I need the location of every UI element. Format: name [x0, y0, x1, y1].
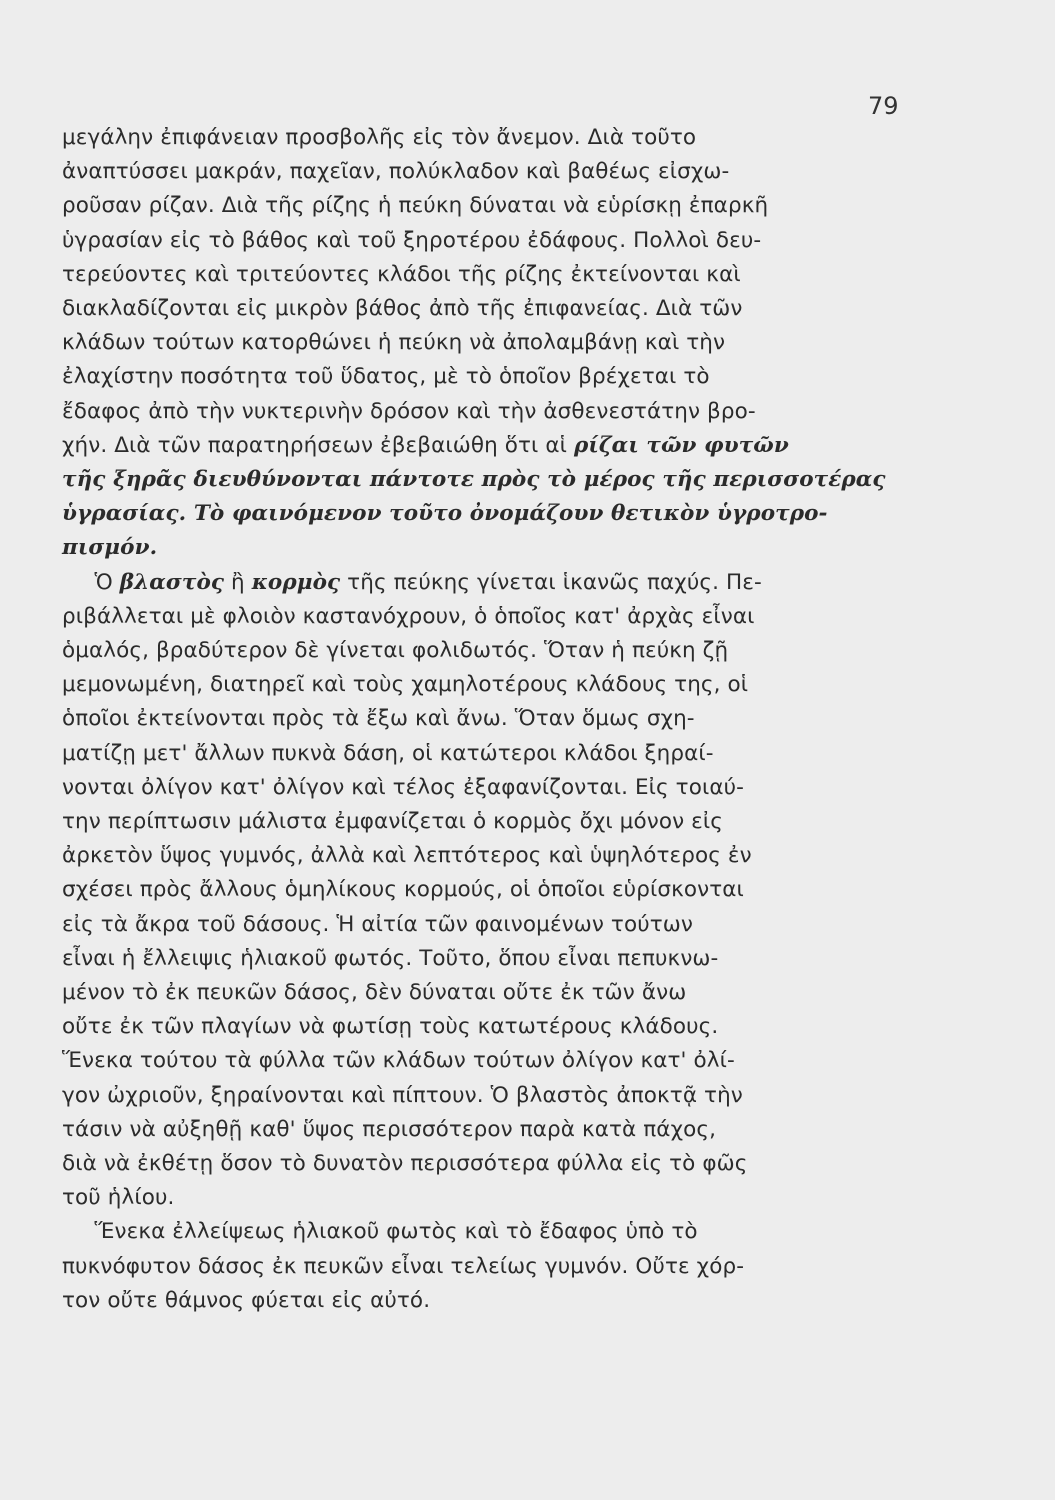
text-line [62, 124, 696, 152]
text-segment: τοῦ ἡλίου. [62, 1185, 175, 1211]
text-line [62, 808, 723, 836]
text-segment: ὑγρασίαν εἰς τὸ βάθος καὶ τοῦ ξηροτέρου ἐδάφους. Πολλοὶ δευ- [62, 227, 762, 253]
text-line [62, 1253, 744, 1281]
text-segment: εἶναι ἡ ἔλλειψις ἡλιακοῦ φωτός. Τοῦτο, ὅπου εἶναι πεπυκνω- [62, 945, 719, 971]
text-segment: διὰ νὰ ἐκθέτῃ ὅσον τὸ δυνατὸν περισσότερα φύλλα εἰς τὸ φῶς [62, 1151, 748, 1176]
text-segment: εἰς τὰ ἄκρα τοῦ δάσους. Ἡ αἰτία τῶν φαινομένων τούτων [62, 911, 694, 937]
text-line [62, 329, 725, 357]
text-segment: τερεύοντες καὶ τριτεύοντες κλάδοι τῆς ρίζης ἐκτείνονται καὶ [62, 261, 741, 287]
text-segment: ροῦσαν ρίζαν. Διὰ τῆς ρίζης ἡ πεύκη δύναται νὰ εὑρίσκῃ ἐπαρκῆ [62, 193, 769, 219]
text-segment: χήν. Διὰ τῶν παρατηρήσεων ἐβεβαιώθη ὅτι αἱ [62, 432, 574, 458]
text-segment: ἐλαχίστην ποσότητα τοῦ ὕδατος, μὲ τὸ ὁποῖον βρέχεται τὸ [62, 364, 710, 390]
text-line [62, 945, 718, 973]
text-line [62, 740, 714, 768]
text-line [62, 1184, 174, 1212]
text-segment: τάσιν νὰ αὐξηθῇ καθ' ὕψος περισσότερον παρὰ κατὰ πάχος, [62, 1116, 717, 1142]
text-segment: ἀναπτύσσει μακράν, παχεῖαν, πολύκλαδον καὶ βαθέως εἰσχω- [62, 159, 730, 185]
text-segment: διακλαδίζονται εἰς μικρὸν βάθος ἀπὸ τῆς ἐπιφανείας. Διὰ τῶν [62, 296, 743, 321]
text-line [62, 158, 729, 186]
text-segment: Ὁ [62, 569, 120, 595]
text-segment: μεγάλην ἐπιφάνειαν προσβολῆς εἰς τὸν ἄνεμον. Διὰ τοῦτο [62, 125, 697, 150]
text-segment: οὔτε ἐκ τῶν πλαγίων νὰ φωτίσῃ τοὺς κατωτέρους κλάδους. [62, 1014, 719, 1040]
text-segment: μεμονωμένη, διατηρεῖ καὶ τοὺς χαμηλοτέρους κλάδους της, οἱ [62, 672, 749, 698]
text-segment: Ἕνεκα ἐλλείψεως ἡλιακοῦ φωτὸς καὶ τὸ ἔδαφος ὑπὸ τὸ [62, 1219, 698, 1245]
text-segment: μένον τὸ ἐκ πευκῶν δάσος, δὲν δύναται οὔτε ἐκ τῶν ἄνω [62, 980, 687, 1005]
text-segment: ὁμαλός, βραδύτερον δὲ γίνεται φολιδωτός. Ὅταν ἡ πεύκη ζῇ [62, 638, 729, 663]
text-segment: νονται ὀλίγον κατ' ὀλίγον καὶ τέλος ἐξαφανίζονται. Εἰς τοιαύ- [62, 774, 745, 800]
text-segment: ματίζῃ μετ' ἄλλων πυκνὰ δάση, οἱ κατώτεροι κλάδοι ξηραί- [62, 740, 714, 766]
text-segment: ἔδαφος ἀπὸ τὴν νυκτερινὴν δρόσον καὶ τὴν ἀσθενεστάτην βρο- [62, 398, 756, 424]
text-segment: ριβάλλεται μὲ φλοιὸν καστανόχρουν, ὁ ὁποῖος κατ' ἀρχὰς εἶναι [62, 603, 755, 629]
text-segment: τῆς πεύκης γίνεται ἱκανῶς παχύς. Πε- [340, 569, 762, 595]
emphasized-text: ὑγρασίας. Τὸ φαινόμενον τοῦτο ὀνομάζουν θετικὸν ὑγροτρο- [62, 501, 828, 527]
text-line [62, 1047, 735, 1075]
text-segment: την περίπτωσιν μάλιστα ἐμφανίζεται ὁ κορμὸς ὄχι μόνον εἰς [62, 809, 723, 834]
text-line [62, 1013, 718, 1041]
emphasized-text: πισμόν. [62, 535, 158, 561]
text-segment: γον ὠχριοῦν, ξηραίνονται καὶ πίπτουν. Ὁ βλαστὸς ἀποκτᾷ τὴν [62, 1082, 743, 1108]
text-line [62, 876, 744, 904]
text-segment: ἀρκετὸν ὕψος γυμνός, ἀλλὰ καὶ λεπτότερος καὶ ὑψηλότερος ἐν [62, 843, 752, 869]
emphasized-text: βλαστὸς [119, 569, 225, 595]
text-line [62, 192, 768, 220]
text-line [62, 603, 755, 631]
text-line [62, 500, 828, 528]
text-line [62, 979, 686, 1007]
text-line [62, 1082, 743, 1110]
text-segment: τον οὔτε θάμνος φύεται εἰς αὐτό. [62, 1287, 431, 1313]
text-line [62, 432, 789, 460]
text-line [62, 466, 886, 494]
text-segment: Ἕνεκα τούτου τὰ φύλλα τῶν κλάδων τούτων ὀλίγον κατ' ὀλί- [62, 1048, 735, 1074]
text-line [62, 1218, 698, 1246]
text-line [62, 911, 693, 939]
text-segment: πυκνόφυτον δάσος ἐκ πευκῶν εἶναι τελείως γυμνόν. Οὔτε χόρ- [62, 1253, 745, 1279]
text-line [62, 534, 157, 562]
text-line [62, 637, 728, 665]
text-line [62, 295, 743, 323]
text-line [62, 774, 744, 802]
emphasized-text: κορμὸς [251, 569, 341, 595]
emphasized-text: ρίζαι τῶν φυτῶν [573, 432, 789, 458]
text-line [62, 398, 756, 426]
text-line [62, 227, 761, 255]
text-line [62, 261, 741, 289]
text-line [62, 671, 748, 699]
text-segment: σχέσει πρὸς ἄλλους ὁμηλίκους κορμούς, οἱ ὁποῖοι εὑρίσκονται [62, 877, 744, 903]
text-segment: ἢ [224, 569, 252, 595]
text-segment: ὁποῖοι ἐκτείνονται πρὸς τὰ ἔξω καὶ ἄνω. Ὅταν ὅμως σχη- [62, 706, 695, 732]
text-line [62, 1116, 716, 1144]
text-line [62, 363, 710, 391]
text-line [62, 1150, 747, 1178]
page-number: 79 [868, 92, 899, 120]
text-line [62, 705, 695, 733]
emphasized-text: τῆς ξηρᾶς διευθύνονται πάντοτε πρὸς τὸ μέρος τῆς περισσοτέρας [62, 467, 886, 492]
text-line [62, 569, 762, 597]
text-line [62, 842, 752, 870]
text-segment: κλάδων τούτων κατορθώνει ἡ πεύκη νὰ ἀπολαμβάνῃ καὶ τὴν [62, 330, 726, 356]
text-line [62, 1287, 430, 1315]
